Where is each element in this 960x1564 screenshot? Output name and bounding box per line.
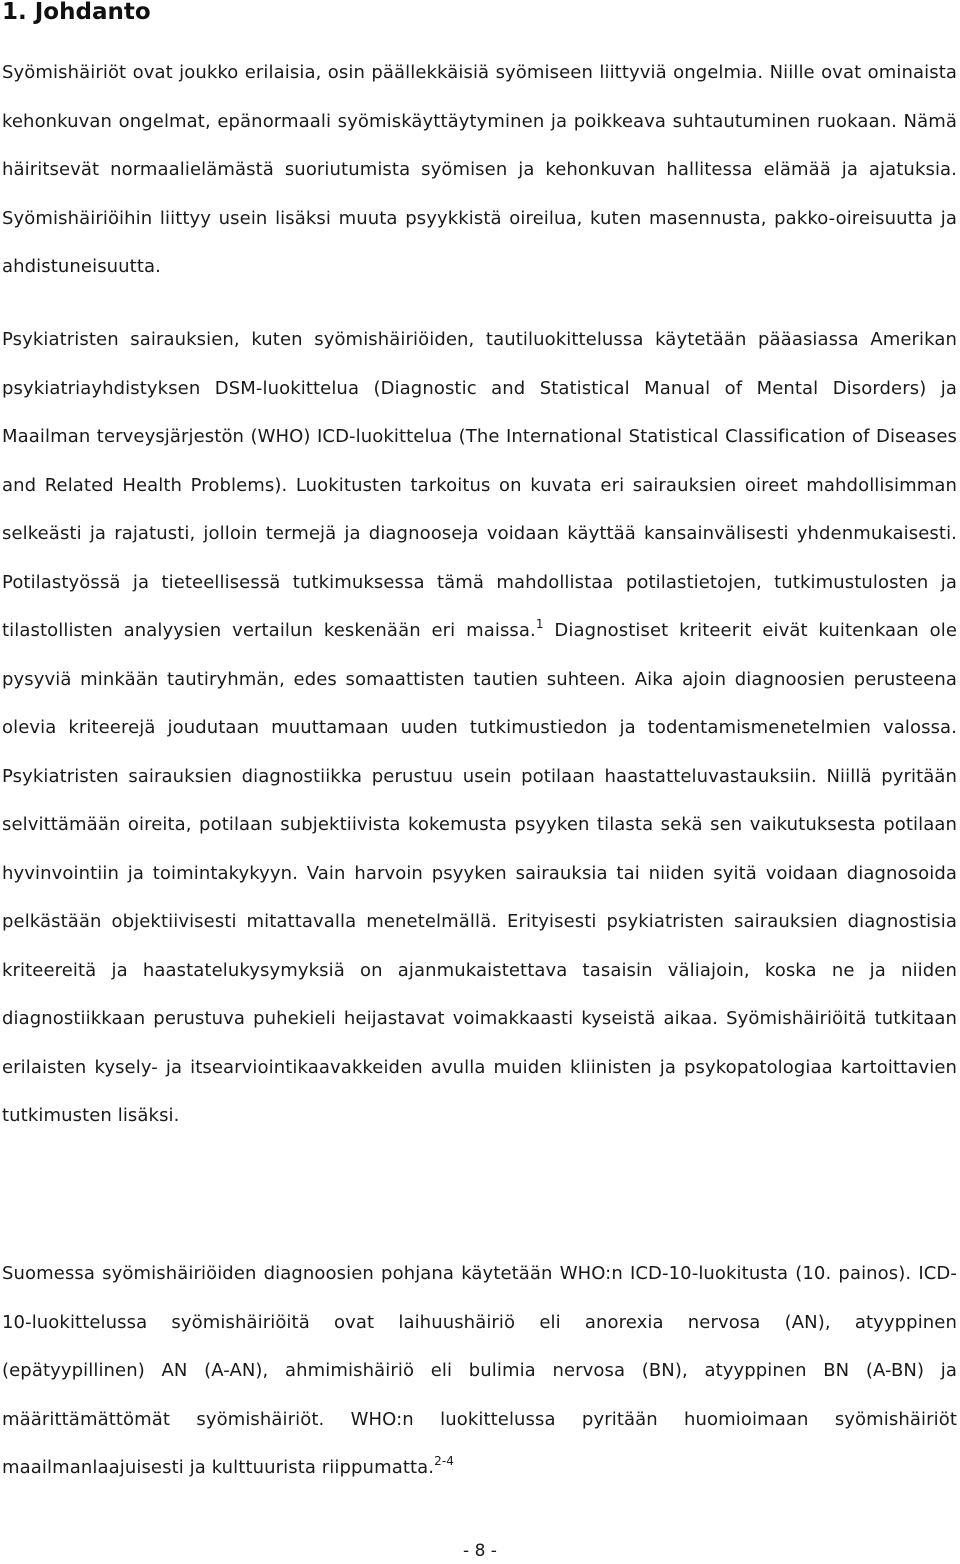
reference-superscript: 2-4 (434, 1454, 455, 1468)
paragraph-text-part-b: Diagnostiset kriteerit eivät kuitenkaan ole pysyviä minkään tautiryhmän, edes somaattisten tautien suhteen. Aika ajoin diagnoosien perusteena olevia kriteerejä joudutaan muuttamaan uuden tutkimustiedon ja todentamismenetelmien valossa. Psykiatristen sairauksien diagnostiikka perustuu usein potilaan haastatteluvastauksiin. Niillä pyritään selvittämään oireita, potilaan subjektiivista kokemusta psyyken tilasta sekä sen vaikutuksesta potilaan hyvinvointiin ja toimintakykyyn. Vain harvoin psyyken sairauksia tai niiden syitä voidaan diagnosoida pelkästään objektiivisesti mitattavalla menetelmällä. Erityisesti psykiatristen sairauksien diagnostisia kriteereitä ja haastatelukysymyksiä on ajanmukaistettava tasaisin väliajoin, koska ne ja niiden diagnostiikkaan perustuva puhekieli heijastavat voimakkaasti kyseistä aikaa. Syömishäiriöitä tutkitaan erilaisten kysely- ja itsearviointikaavakkeiden avulla muiden kliinisten ja psykopatologiaa kartoittavien tutkimusten lisäksi. (2, 620, 957, 1126)
section-heading: 1. Johdanto (2, 0, 151, 25)
paragraph-text: Suomessa syömishäiriöiden diagnoosien pohjana käytetään WHO:n ICD-10-luokitusta (10. painos). ICD-10-luokittelussa syömishäiriöitä ovat laihuushäiriö eli anorexia nervosa (AN), atyyppinen (epätyypillinen) AN (A-AN), ahmimishäiriö eli bulimia nervosa (BN), atyyppinen BN (A-BN) ja määrittämättömät syömishäiriöt. WHO:n luokittelussa pyritään huomioimaan syömishäiriöt maailmanlaajuisesti ja kulttuurista riippumatta. (2, 1263, 957, 1478)
paragraph-finland-icd10 (2, 1250, 957, 1493)
paragraph-classification (2, 316, 957, 1141)
paragraph-intro (2, 49, 957, 292)
reference-superscript: 1 (535, 617, 544, 631)
paragraph-text: Syömishäiriöt ovat joukko erilaisia, osin päällekkäisiä syömiseen liittyviä ongelmia. Niille ovat ominaista kehonkuvan ongelmat, epänormaali syömiskäyttäytyminen ja poikkeava suhtautuminen ruokaan. Nämä häiritsevät normaalielämästä suoriutumista syömisen ja kehonkuvan hallitessa elämää ja ajatuksia. Syömishäiriöihin liittyy usein lisäksi muuta psyykkistä oireilua, kuten masennusta, pakko-oireisuutta ja ahdistuneisuutta. (2, 62, 957, 277)
paragraph-text-part-a: Psykiatristen sairauksien, kuten syömishäiriöiden, tautiluokittelussa käytetään pääasiassa Amerikan psykiatriayhdistyksen DSM-luokittelua (Diagnostic and Statistical Manual of Mental Disorders) ja Maailman terveysjärjestön (WHO) ICD-luokittelua (The International Statistical Classification of Diseases and Related Health Problems). Luokitusten tarkoitus on kuvata eri sairauksien oireet mahdollisimman selkeästi ja rajatusti, jolloin termejä ja diagnooseja voidaan käyttää kansainvälisesti yhdenmukaisesti. Potilastyössä ja tieteellisessä tutkimuksessa tämä mahdollistaa potilastietojen, tutkimustulosten ja tilastollisten analyysien vertailun keskenään eri maissa. (2, 329, 957, 641)
page-number: - 8 - (463, 1541, 497, 1561)
